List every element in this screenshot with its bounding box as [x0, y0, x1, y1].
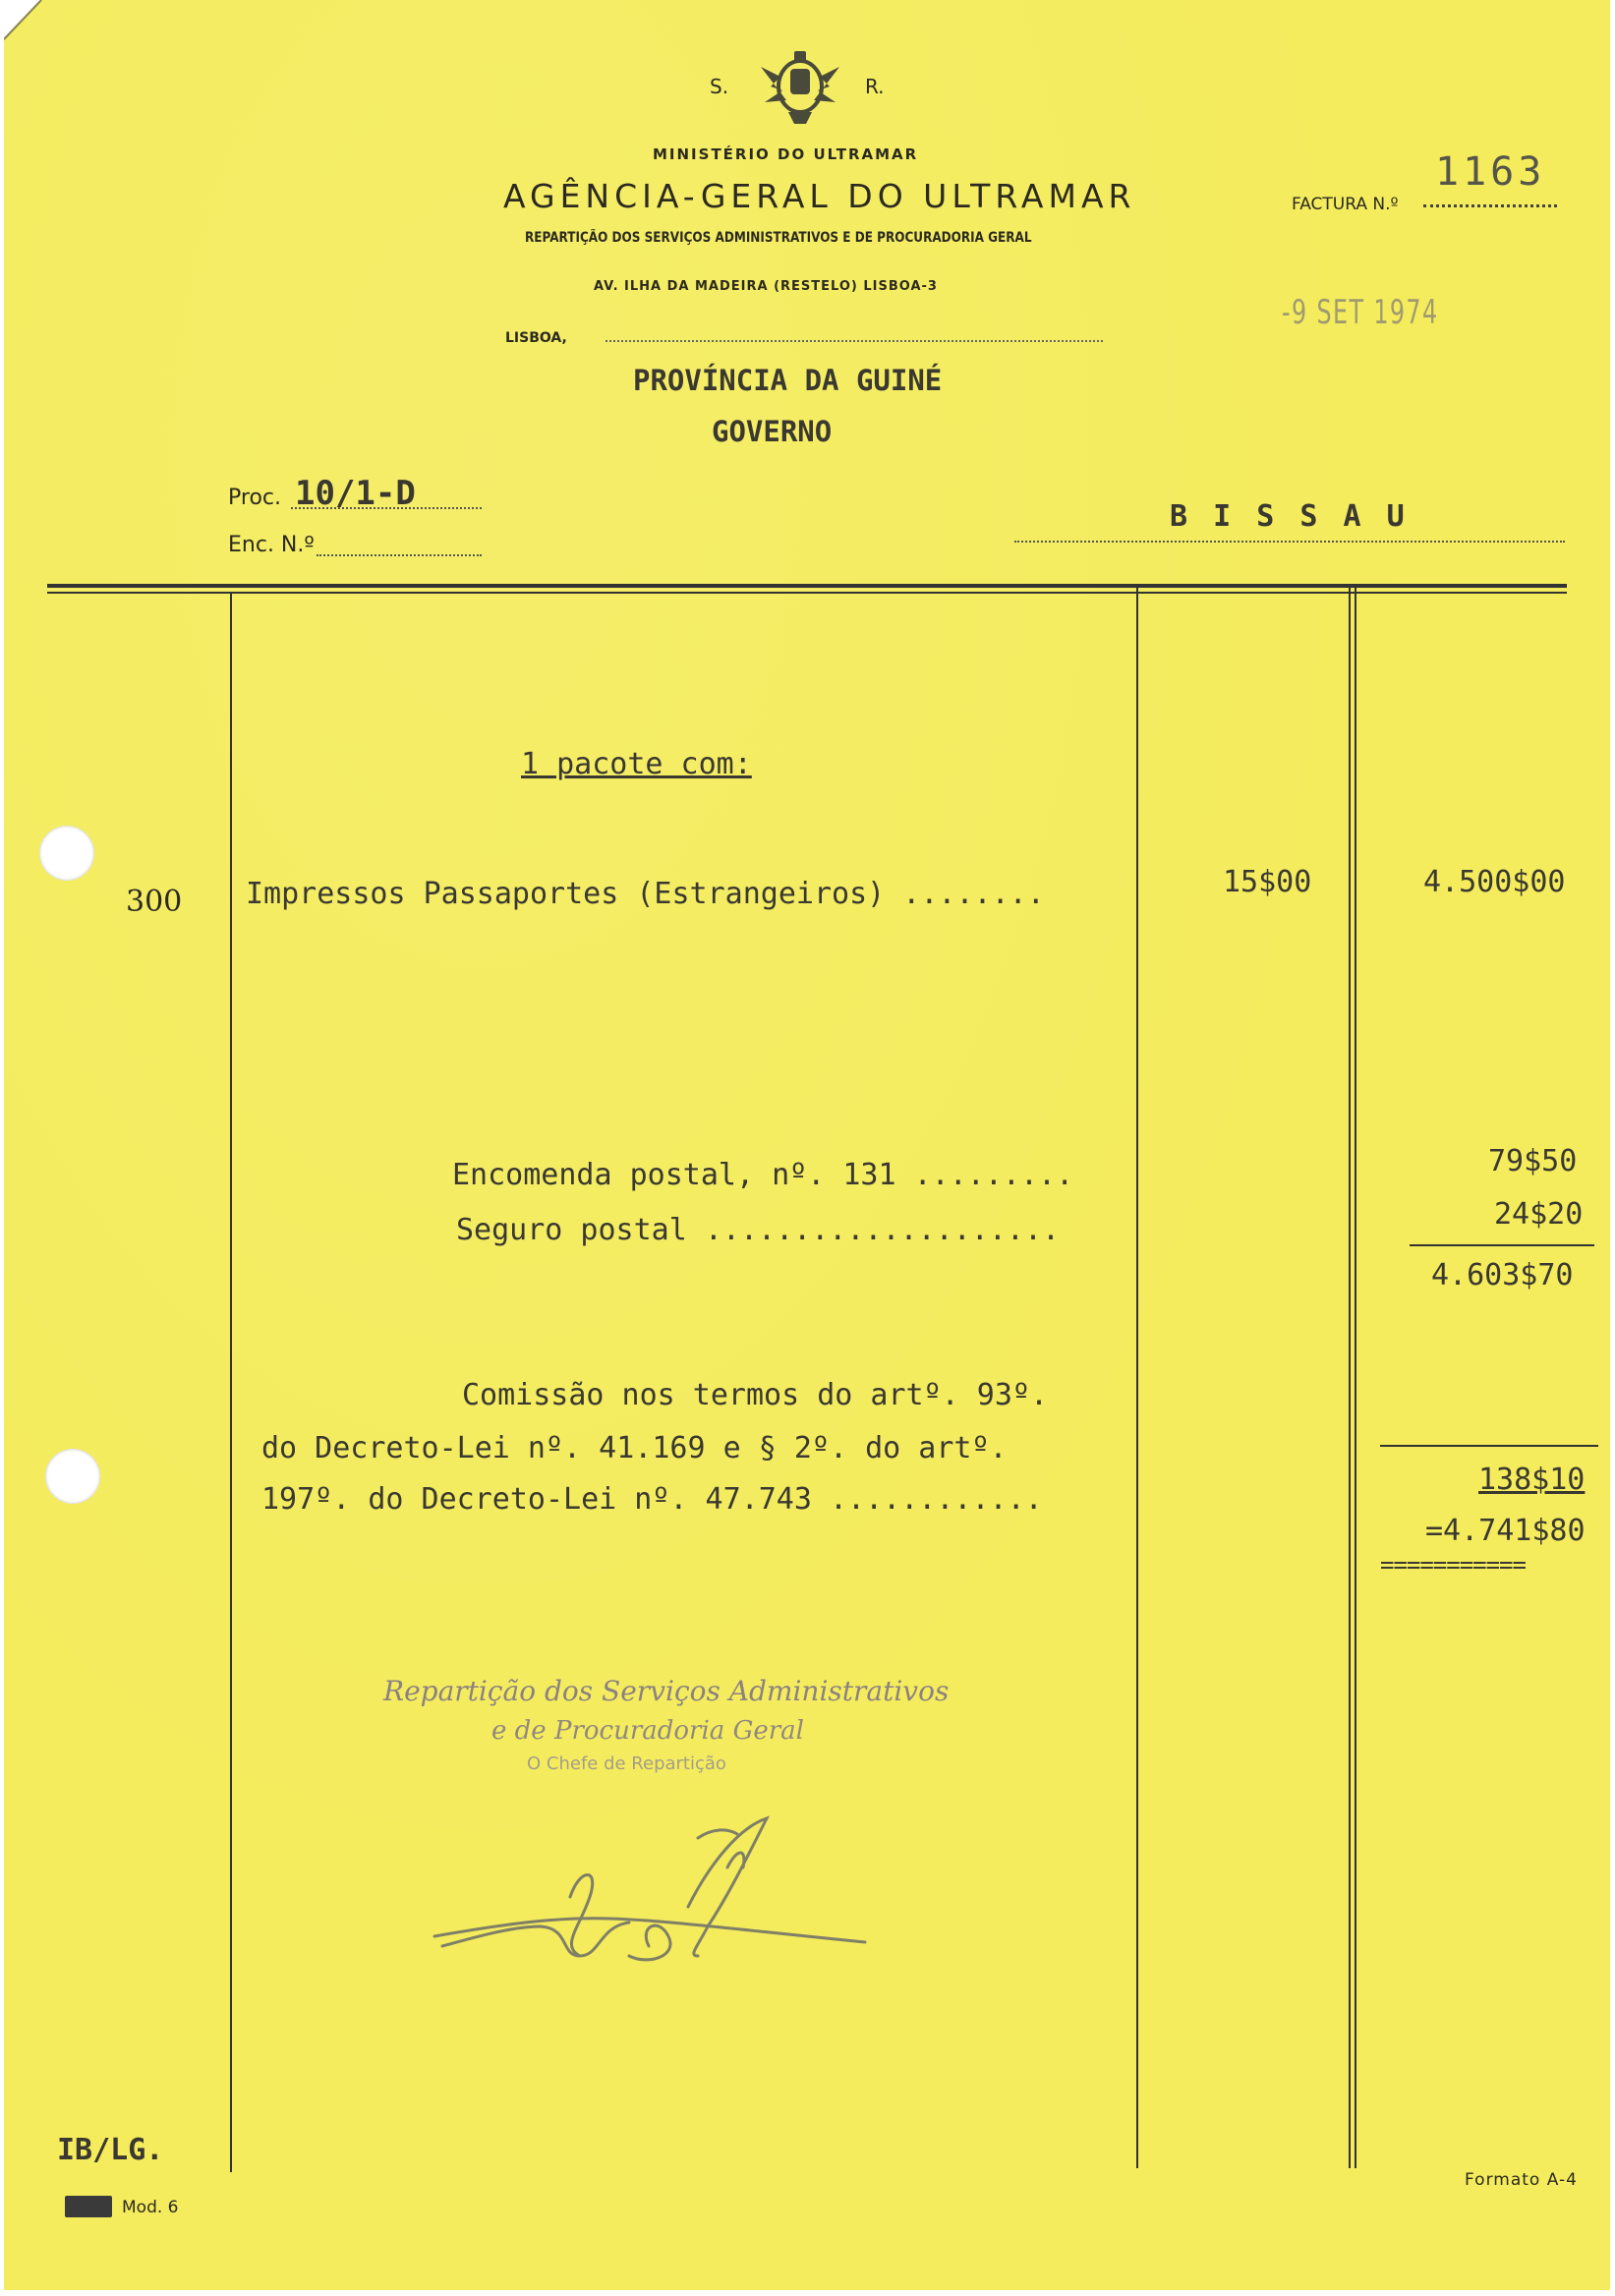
paper-format: Formato A-4: [1465, 2170, 1578, 2190]
typist-initials: IB/LG.: [57, 2133, 164, 2167]
commission-line-2: do Decreto-Lei nº. 41.169 e § 2º. do artº.: [261, 1431, 1008, 1465]
enc-line: [317, 554, 482, 556]
factura-label: FACTURA N.º: [1292, 195, 1399, 214]
addressee-government: GOVERNO: [712, 415, 833, 448]
column-divider-2: [1136, 586, 1138, 2168]
item-unit-price: 15$00: [1223, 865, 1312, 899]
item-quantity: 300: [126, 885, 183, 919]
agency-name: AGÊNCIA-GERAL DO ULTRAMAR: [503, 177, 1136, 215]
column-divider-3: [1349, 586, 1351, 2168]
date-stamp: -9 SET 1974: [1282, 293, 1439, 332]
city-line: [1014, 541, 1565, 543]
factura-number: 1163: [1435, 149, 1546, 195]
invoice-sheet: [4, 0, 1610, 2290]
postal-parcel-amount: 79$50: [1488, 1144, 1578, 1178]
addressee-city: B I S S A U: [1170, 499, 1409, 534]
coat-of-arms-emblem: [751, 47, 849, 126]
commission-amount: 138$10: [1478, 1463, 1586, 1497]
commission-line-3: 197º. do Decreto-Lei nº. 47.743 ............: [261, 1482, 1043, 1517]
model-number: Mod. 6: [122, 2198, 179, 2217]
package-heading: 1 pacote com:: [521, 747, 752, 781]
lisboa-label: LISBOA,: [505, 330, 567, 346]
postal-insurance-line: Seguro postal ....................: [456, 1213, 1061, 1247]
total-amount: =4.741$80: [1425, 1514, 1586, 1548]
punch-hole-top: [39, 826, 94, 881]
stamp-line-3: O Chefe de Repartição: [527, 1753, 726, 1774]
header-initial-right: R.: [865, 75, 885, 98]
postal-parcel-line: Encomenda postal, nº. 131 .........: [452, 1158, 1074, 1192]
subtotal-amount: 4.603$70: [1431, 1258, 1574, 1292]
postal-insurance-amount: 24$20: [1494, 1197, 1584, 1232]
commission-line-1: Comissão nos termos do artº. 93º.: [462, 1378, 1049, 1412]
enc-label: Enc. N.º: [228, 533, 315, 557]
proc-label: Proc.: [228, 486, 281, 510]
lisboa-date-line: [606, 340, 1103, 342]
header-initial-left: S.: [710, 75, 729, 98]
stamp-line-2: e de Procuradoria Geral: [491, 1716, 804, 1746]
corner-fold-mark: [4, 0, 63, 59]
department-name: REPARTIÇÃO DOS SERVIÇOS ADMINISTRATIVOS E DE PROCURADORIA GERAL: [525, 230, 1032, 246]
column-divider-4: [1355, 586, 1356, 2168]
item-description: Impressos Passaportes (Estrangeiros) ........: [246, 877, 1045, 911]
addressee-province: PROVÍNCIA DA GUINÉ: [633, 364, 943, 397]
table-top-rule-2: [47, 592, 1567, 594]
printer-logo: [65, 2196, 112, 2217]
proc-value: 10/1-D: [295, 474, 416, 513]
commission-rule: [1380, 1445, 1598, 1447]
agency-address: AV. ILHA DA MADEIRA (RESTELO) LISBOA-3: [594, 279, 938, 294]
signature: [433, 1808, 885, 1995]
factura-number-line: [1423, 204, 1557, 207]
punch-hole-bottom: [45, 1449, 100, 1504]
ministry-name: MINISTÉRIO DO ULTRAMAR: [653, 145, 919, 163]
stamp-line-1: Repartição dos Serviços Administrativos: [383, 1675, 950, 1707]
table-top-rule: [47, 584, 1567, 588]
proc-line: [291, 507, 482, 509]
total-double-underline: ===========: [1380, 1551, 1526, 1578]
item-amount: 4.500$00: [1423, 865, 1566, 899]
column-divider-1: [230, 594, 232, 2172]
subtotal-rule: [1410, 1244, 1594, 1246]
